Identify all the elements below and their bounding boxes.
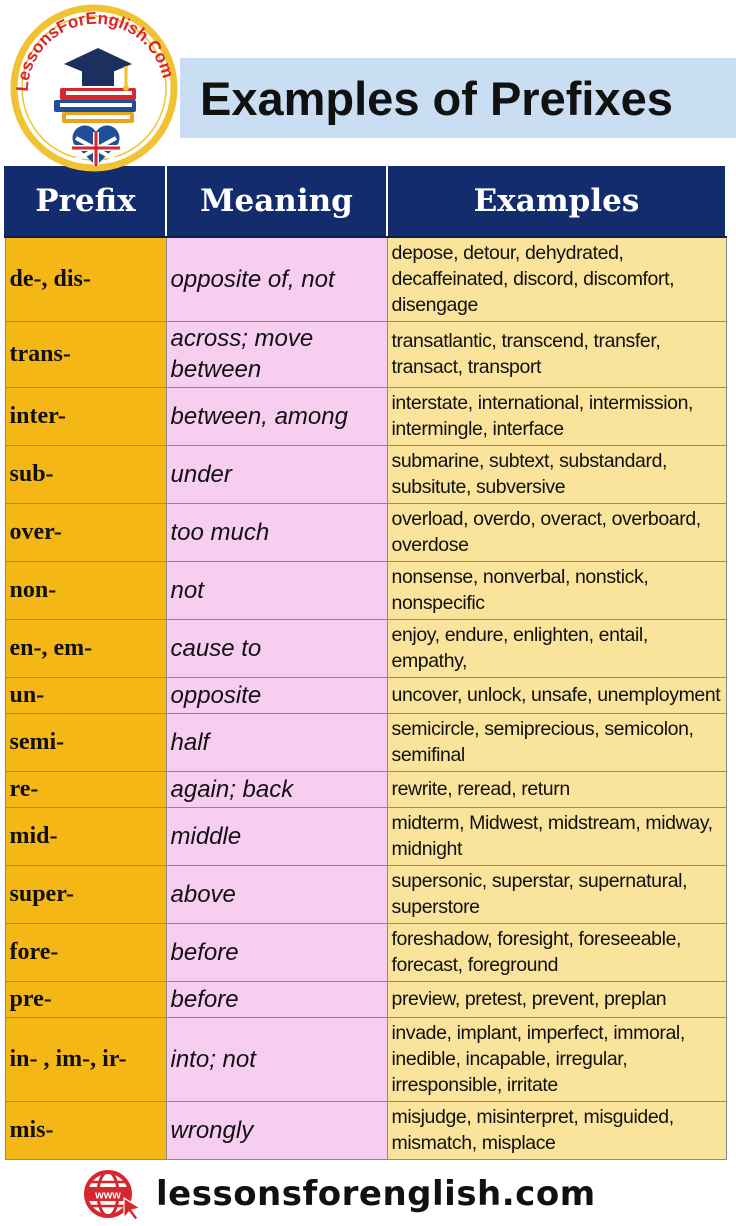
meaning-cell: before [166,923,387,981]
meaning-cell: opposite [166,677,387,713]
meaning-cell: wrongly [166,1101,387,1159]
footer [0,1160,736,1226]
prefix-cell: mid- [5,807,166,865]
column-header-meaning: Meaning [166,165,387,237]
www-globe-icon [80,1168,144,1220]
examples-cell: enjoy, endure, enlighten, entail, empathy, [387,619,726,677]
column-header-prefix: Prefix [5,165,166,237]
table-row [5,619,726,677]
meaning-cell: before [166,981,387,1017]
table-row [5,1017,726,1101]
prefix-cell: pre- [5,981,166,1017]
examples-cell: preview, pretest, prevent, preplan [387,981,726,1017]
examples-cell: semicircle, semiprecious, semicolon, semifinal [387,713,726,771]
meaning-cell: between, among [166,387,387,445]
table-row [5,1101,726,1159]
examples-cell: rewrite, reread, return [387,771,726,807]
examples-cell: submarine, subtext, substandard, subsitute, subversive [387,445,726,503]
table-row [5,503,726,561]
examples-cell: nonsense, nonverbal, nonstick, nonspecific [387,561,726,619]
meaning-cell: across; move between [166,321,387,387]
table-row [5,713,726,771]
meaning-cell: above [166,865,387,923]
meaning-cell: middle [166,807,387,865]
table-row [5,865,726,923]
column-header-examples: Examples [387,165,726,237]
examples-cell: uncover, unlock, unsafe, unemployment [387,677,726,713]
meaning-cell: too much [166,503,387,561]
meaning-cell: not [166,561,387,619]
meaning-cell: half [166,713,387,771]
prefix-cell: de-, dis- [5,237,166,321]
prefix-cell: en-, em- [5,619,166,677]
meaning-cell: opposite of, not [166,237,387,321]
prefix-cell: sub- [5,445,166,503]
examples-cell: midterm, Midwest, midstream, midway, midnight [387,807,726,865]
examples-cell: supersonic, superstar, supernatural, superstore [387,865,726,923]
prefix-cell: mis- [5,1101,166,1159]
prefix-cell: over- [5,503,166,561]
table-row [5,771,726,807]
table-header-row [5,165,726,237]
prefix-cell: semi- [5,713,166,771]
table-row [5,981,726,1017]
books-icon [54,88,136,123]
examples-cell: interstate, international, intermission, intermingle, interface [387,387,726,445]
table-row [5,561,726,619]
table-row [5,807,726,865]
table-row [5,321,726,387]
table-row [5,445,726,503]
table-row [5,387,726,445]
examples-cell: overload, overdo, overact, overboard, overdose [387,503,726,561]
site-logo [4,4,184,172]
examples-cell: transatlantic, transcend, transfer, transact, transport [387,321,726,387]
prefix-cell: fore- [5,923,166,981]
prefix-cell: trans- [5,321,166,387]
prefix-cell: re- [5,771,166,807]
prefix-cell: in- , im-, ir- [5,1017,166,1101]
table-row [5,923,726,981]
meaning-cell: under [166,445,387,503]
prefix-cell: un- [5,677,166,713]
meaning-cell: into; not [166,1017,387,1101]
footer-site-url[interactable]: lessonsforenglish.com [156,1174,596,1214]
page-title: Examples of Prefixes [200,72,673,125]
examples-cell: invade, implant, imperfect, immoral, inedible, incapable, irregular, irresponsible, irritate [387,1017,726,1101]
logo-text: LessonsForEnglish.Com [12,8,178,93]
meaning-cell: cause to [166,619,387,677]
prefix-cell: non- [5,561,166,619]
examples-cell: depose, detour, dehydrated, decaffeinated, discord, discomfort, disengage [387,237,726,321]
meaning-cell: again; back [166,771,387,807]
prefix-cell: inter- [5,387,166,445]
prefix-cell: super- [5,865,166,923]
prefix-table [4,164,727,1160]
table-row [5,237,726,321]
examples-cell: misjudge, misinterpret, misguided, mismatch, misplace [387,1101,726,1159]
table-row [5,677,726,713]
examples-cell: foreshadow, foresight, foreseeable, forecast, foreground [387,923,726,981]
svg-text:www: www [95,1189,121,1202]
